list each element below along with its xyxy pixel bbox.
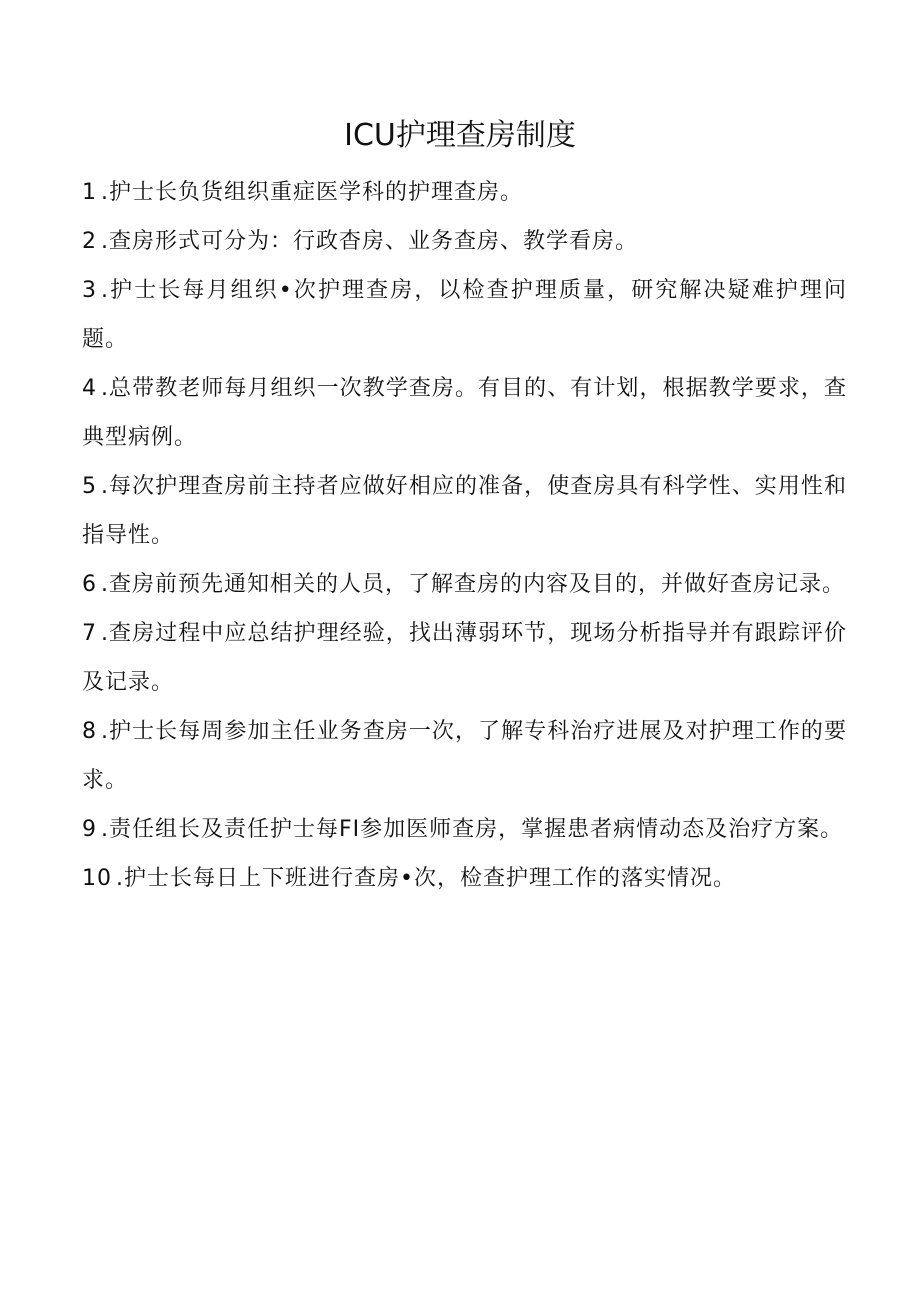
list-item [82, 217, 847, 266]
page-title: ICU护理查房制度 [344, 118, 576, 153]
item-text: .查房过程中应总结护理经验，找出薄弱环节，现场分析指导并有跟踪评价及记录。 [82, 621, 847, 695]
item-number: 4 [82, 376, 97, 401]
rules-list [82, 168, 847, 903]
item-number: 10 [82, 866, 112, 891]
list-item [82, 707, 847, 805]
item-text: .总带教老师每月组织一次教学查房。有目的、有计划，根据教学要求，查典型病例。 [82, 376, 847, 450]
item-number: 6 [82, 572, 97, 597]
item-text: .护士长负货组织重症医学科的护理查房。 [101, 180, 523, 205]
item-number: 9 [82, 817, 97, 842]
item-text: .责任组长及责任护士每FI参加医师查房，掌握患者病情动态及治疗方案。 [101, 817, 844, 842]
item-number: 5 [82, 474, 97, 499]
item-number: 8 [82, 719, 97, 744]
item-text: .护士长每日上下班进行查房•次，检查护理工作的落实情况。 [116, 866, 736, 891]
item-number: 3 [82, 278, 97, 303]
list-item [82, 609, 847, 707]
list-item [82, 462, 847, 560]
item-text: .每次护理查房前主持者应做好相应的准备，使查房具有科学性、实用性和指导性。 [82, 474, 847, 548]
item-text: .护士长每周参加主任业务查房一次，了解专科治疗进展及对护理工作的要求。 [82, 719, 847, 793]
item-number: 2 [82, 229, 97, 254]
list-item [82, 560, 847, 609]
item-number: 7 [82, 621, 97, 646]
item-number: 1 [82, 180, 97, 205]
item-text: .查房前预先通知相关的人员，了解查房的内容及目的，并做好查房记录。 [101, 572, 845, 597]
list-item [82, 364, 847, 462]
item-text: .护士长每月组织•次护理查房，以检查护理质量，研究解决疑难护理问题。 [82, 278, 847, 352]
item-text: .查房形式可分为：行政杳房、业务查房、教学看房。 [101, 229, 638, 254]
list-item [82, 805, 847, 854]
list-item [82, 168, 847, 217]
list-item [82, 266, 847, 364]
list-item [82, 854, 847, 903]
